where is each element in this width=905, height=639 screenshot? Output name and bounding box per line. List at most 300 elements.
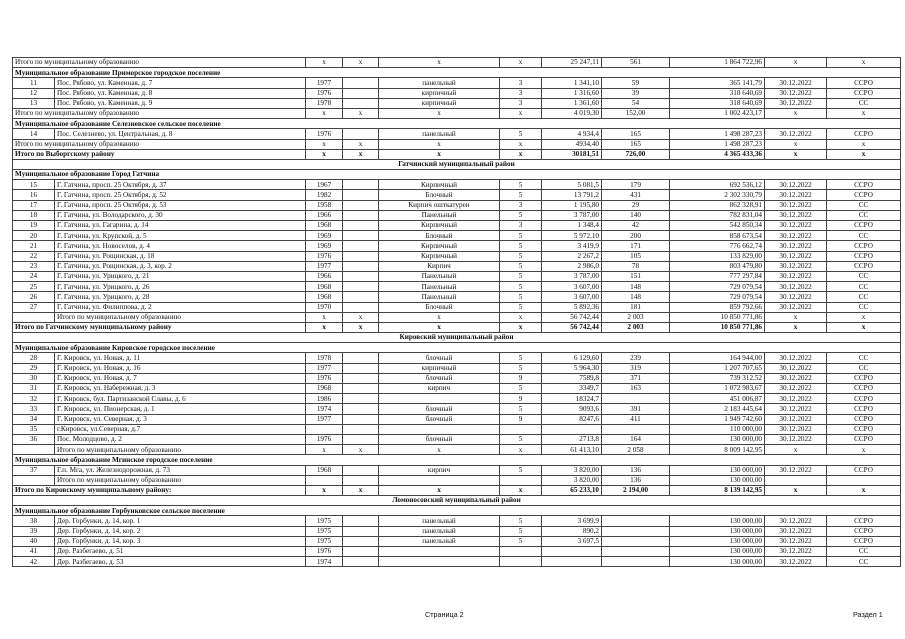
table-cell: 739 312,52 <box>670 373 765 383</box>
table-cell <box>343 384 379 394</box>
table-cell: 1968 <box>306 465 343 475</box>
table-cell: 3 699,9 <box>542 516 602 526</box>
table-cell: Г. Гатчина, ул. Урицкого, д. 21 <box>55 271 306 281</box>
table-cell: 30.12.2022 <box>765 536 827 546</box>
table-cell: 5 <box>500 384 542 394</box>
table-cell: 30.12.2022 <box>765 414 827 424</box>
table-cell: Г. Гатчина, просп. 25 Октября, д. 37 <box>55 180 306 190</box>
table-row <box>13 434 901 444</box>
table-cell <box>379 424 500 434</box>
table-cell: x <box>379 312 500 322</box>
table-cell: x <box>379 485 500 495</box>
table-cell: 61 413,10 <box>542 445 602 455</box>
table-row <box>13 363 901 373</box>
table-cell <box>602 424 670 434</box>
table-cell: СС <box>827 292 901 302</box>
table-cell: 1968 <box>306 292 343 302</box>
table-row <box>13 129 901 139</box>
table-cell: 30.12.2022 <box>765 526 827 536</box>
table-cell: СС <box>827 557 901 567</box>
table-cell: 9 <box>500 414 542 424</box>
table-row <box>13 414 901 424</box>
table-cell: 5 <box>500 241 542 251</box>
table-cell: 30181,51 <box>542 149 602 159</box>
table-cell: 1977 <box>306 414 343 424</box>
table-cell: 41 <box>13 547 55 557</box>
table-cell <box>343 292 379 302</box>
table-cell: 2 058 <box>602 445 670 455</box>
table-cell: 5 <box>500 516 542 526</box>
table-cell: 30.12.2022 <box>765 200 827 210</box>
table-cell: 1 348,4 <box>542 221 602 231</box>
table-cell: 181 <box>602 302 670 312</box>
table-cell <box>343 200 379 210</box>
table-cell: 130 000,00 <box>670 475 765 485</box>
table-cell <box>500 424 542 434</box>
table-cell: 3 <box>500 221 542 231</box>
table-cell: ССРО <box>827 241 901 251</box>
table-cell: x <box>827 485 901 495</box>
table-cell: 1978 <box>306 353 343 363</box>
table-cell <box>343 404 379 414</box>
table-cell <box>343 526 379 536</box>
table-cell: 130 000,00 <box>670 434 765 444</box>
table-cell <box>343 557 379 567</box>
table-cell: Дер. Горбунки, д. 14, кор. 3 <box>55 536 306 546</box>
table-cell: 3349,7 <box>542 384 602 394</box>
table-cell: 2 986,0 <box>542 261 602 271</box>
table-cell: 5 972,10 <box>542 231 602 241</box>
table-cell <box>500 557 542 567</box>
table-cell: панельный <box>379 78 500 88</box>
table-cell: панельный <box>379 129 500 139</box>
total-label: Итого по муниципальному образованию <box>13 139 306 149</box>
table-cell: 22 <box>13 251 55 261</box>
table-cell: 1975 <box>306 536 343 546</box>
section-title: Муниципальное образование Селезневское сельское поселение <box>13 119 901 129</box>
table-cell: Г. Кировск, бул. Партизанской Славы, д. 6 <box>55 394 306 404</box>
table-cell: x <box>500 139 542 149</box>
table-cell: 319 <box>602 363 670 373</box>
table-cell: 5 <box>500 251 542 261</box>
table-cell: кирпичный <box>379 98 500 108</box>
table-cell: 10 850 771,86 <box>670 322 765 332</box>
table-cell: СС <box>827 231 901 241</box>
table-cell: ССРО <box>827 404 901 414</box>
table-cell: x <box>765 139 827 149</box>
table-cell: x <box>306 322 343 332</box>
table-cell: x <box>343 58 379 68</box>
table-cell <box>306 424 343 434</box>
table-cell: Панельный <box>379 292 500 302</box>
table-cell <box>343 98 379 108</box>
table-cell: Кирпичный <box>379 180 500 190</box>
table-cell: Дер. Разбегаево, д. 51 <box>55 547 306 557</box>
table-cell: СС <box>827 353 901 363</box>
table-cell: 29 <box>13 363 55 373</box>
district-total-row <box>13 485 901 495</box>
table-cell <box>765 475 827 485</box>
table-cell: 30.12.2022 <box>765 394 827 404</box>
table-cell: x <box>306 445 343 455</box>
table-cell: Пос. Рябово, ул. Каменная, д. 8 <box>55 88 306 98</box>
table-cell: 3 607,00 <box>542 292 602 302</box>
table-cell: Итого по муниципальному образованию <box>55 445 306 455</box>
table-cell <box>343 475 379 485</box>
table-cell: 1968 <box>306 384 343 394</box>
table-cell: x <box>827 445 901 455</box>
table-cell: 110 000,00 <box>670 424 765 434</box>
table-cell: 561 <box>602 58 670 68</box>
table-cell <box>343 88 379 98</box>
table-cell: 14 <box>13 129 55 139</box>
table-cell: 15 <box>13 180 55 190</box>
table-cell: 1 072 983,67 <box>670 384 765 394</box>
table-cell: x <box>765 485 827 495</box>
table-cell: СС <box>827 363 901 373</box>
table-cell: 130 000,00 <box>670 465 765 475</box>
table-row <box>13 404 901 414</box>
table-cell: кирпич <box>379 384 500 394</box>
register-body <box>13 58 901 567</box>
table-cell: 3 697,5 <box>542 536 602 546</box>
table-row <box>13 384 901 394</box>
table-cell: ССРО <box>827 384 901 394</box>
table-cell: Г. Кировск, ул. Пионерская, д. 1 <box>55 404 306 414</box>
table-row <box>13 394 901 404</box>
table-cell: 3 820,00 <box>542 475 602 485</box>
table-cell: Блочный <box>379 231 500 241</box>
municipal-total-row <box>13 139 901 149</box>
table-cell: 318 640,69 <box>670 88 765 98</box>
table-cell: Кирпич <box>379 261 500 271</box>
table-cell: 1 195,80 <box>542 200 602 210</box>
table-cell: 3 <box>500 88 542 98</box>
table-cell: 1 316,60 <box>542 88 602 98</box>
table-row <box>13 292 901 302</box>
table-cell: 56 742,44 <box>542 322 602 332</box>
table-cell: 5 892,36 <box>542 302 602 312</box>
table-cell: блочный <box>379 404 500 414</box>
table-cell: 30.12.2022 <box>765 547 827 557</box>
table-cell: 542 850,34 <box>670 221 765 231</box>
table-cell <box>343 424 379 434</box>
table-cell: 890,2 <box>542 526 602 536</box>
table-cell: 1976 <box>306 129 343 139</box>
total-label: Итого по Кировскому муниципальному району: <box>13 485 306 495</box>
table-cell: Г. Гатчина, просп. 25 Октября, д. 53 <box>55 200 306 210</box>
municipal-total-row <box>13 58 901 68</box>
table-cell: 30.12.2022 <box>765 221 827 231</box>
table-cell: Г. Гатчина, ул. Крупской, д. 5 <box>55 231 306 241</box>
table-cell: 1969 <box>306 241 343 251</box>
table-cell: 171 <box>602 241 670 251</box>
table-cell: 3 <box>500 78 542 88</box>
table-cell: 2 003 <box>602 312 670 322</box>
table-cell: x <box>379 139 500 149</box>
table-cell: 32 <box>13 394 55 404</box>
table-cell: 30 <box>13 373 55 383</box>
table-row <box>13 251 901 261</box>
table-cell <box>343 536 379 546</box>
table-cell: 30.12.2022 <box>765 129 827 139</box>
table-cell: 6 129,60 <box>542 353 602 363</box>
table-cell: 1968 <box>306 221 343 231</box>
table-row <box>13 526 901 536</box>
table-cell: 2 183 445,64 <box>670 404 765 414</box>
table-cell: x <box>827 312 901 322</box>
table-cell: x <box>827 139 901 149</box>
total-label: Итого по муниципальному образованию <box>13 58 306 68</box>
section-header-row <box>13 119 901 129</box>
table-cell: СС <box>827 302 901 312</box>
table-cell <box>379 547 500 557</box>
table-cell: 5 <box>500 465 542 475</box>
table-cell: x <box>500 108 542 118</box>
table-cell: 4 365 433,36 <box>670 149 765 159</box>
table-cell: СС <box>827 547 901 557</box>
table-cell: 3 <box>500 200 542 210</box>
table-cell <box>343 373 379 383</box>
table-cell <box>343 271 379 281</box>
table-cell: Панельный <box>379 271 500 281</box>
table-cell: 42 <box>602 221 670 231</box>
table-cell: ССРО <box>827 180 901 190</box>
table-cell: Итого по муниципальному образованию <box>55 312 306 322</box>
table-cell: ССРО <box>827 88 901 98</box>
table-cell: 40 <box>13 536 55 546</box>
table-row <box>13 557 901 567</box>
table-cell <box>343 210 379 220</box>
table-cell: Г. Кировск, ул. Новая, д. 16 <box>55 363 306 373</box>
table-cell <box>379 475 500 485</box>
table-cell: x <box>827 108 901 118</box>
table-cell: 1977 <box>306 261 343 271</box>
table-cell: Кирпичный <box>379 251 500 261</box>
table-cell: СС <box>827 200 901 210</box>
table-cell: 39 <box>602 88 670 98</box>
table-cell: 1975 <box>306 516 343 526</box>
table-cell: ССРО <box>827 536 901 546</box>
table-cell: ССРО <box>827 261 901 271</box>
table-cell <box>343 129 379 139</box>
table-cell: 25 <box>13 282 55 292</box>
table-cell: 130 000,00 <box>670 536 765 546</box>
table-cell: ССРО <box>827 78 901 88</box>
table-cell: 30.12.2022 <box>765 384 827 394</box>
table-cell: 30.12.2022 <box>765 363 827 373</box>
table-cell: 1 361,60 <box>542 98 602 108</box>
table-row <box>13 210 901 220</box>
table-cell: Итого по муниципальному образованию <box>55 475 306 485</box>
table-cell <box>306 475 343 485</box>
table-cell: 1976 <box>306 251 343 261</box>
table-cell: 39 <box>13 526 55 536</box>
table-cell: 42 <box>13 557 55 567</box>
table-cell: СС <box>827 98 901 108</box>
table-cell: кирпичный <box>379 363 500 373</box>
table-cell: x <box>379 445 500 455</box>
municipal-total-row <box>13 108 901 118</box>
table-row <box>13 302 901 312</box>
district-header-row <box>13 333 901 343</box>
table-cell: 28 <box>13 353 55 363</box>
table-cell: 859 792,66 <box>670 302 765 312</box>
table-cell: 5 081,5 <box>542 180 602 190</box>
table-cell <box>343 251 379 261</box>
table-cell: 30.12.2022 <box>765 516 827 526</box>
table-cell: кирпич <box>379 465 500 475</box>
table-cell <box>343 363 379 373</box>
section-title: Муниципальное образование Горбунковское сельское поселение <box>13 506 901 516</box>
table-cell: 777 297,84 <box>670 271 765 281</box>
table-cell: Панельный <box>379 210 500 220</box>
table-cell: блочный <box>379 373 500 383</box>
table-cell: ССРО <box>827 251 901 261</box>
table-cell: 1978 <box>306 98 343 108</box>
table-cell: 1 207 707,65 <box>670 363 765 373</box>
table-cell: x <box>379 149 500 159</box>
table-cell: ССРО <box>827 465 901 475</box>
section-header-row <box>13 343 901 353</box>
table-cell: Г. Гатчина, ул. Урицкого, д. 26 <box>55 282 306 292</box>
table-cell: Г. Кировск, ул. Северная, д. 3 <box>55 414 306 424</box>
table-cell: x <box>343 485 379 495</box>
table-row <box>13 78 901 88</box>
table-cell: 8 009 142,95 <box>670 445 765 455</box>
section-label: Раздел 1 <box>853 610 883 619</box>
table-cell: 2 194,00 <box>602 485 670 495</box>
table-cell: Г. Гатчина, ул. Рощинская, д. 3, кор. 2 <box>55 261 306 271</box>
total-label: Итого по муниципальному образованию <box>13 108 306 118</box>
table-cell: 30.12.2022 <box>765 557 827 567</box>
table-row <box>13 424 901 434</box>
table-cell: 65 233,10 <box>542 485 602 495</box>
table-cell: 30.12.2022 <box>765 180 827 190</box>
table-cell <box>379 394 500 404</box>
table-cell: Г.п. Мга, ул. Железнодорожная, д. 73 <box>55 465 306 475</box>
table-cell: 5 <box>500 210 542 220</box>
table-cell: 18 <box>13 210 55 220</box>
table-cell: x <box>765 445 827 455</box>
table-cell: 726,00 <box>602 149 670 159</box>
table-cell: 20 <box>13 231 55 241</box>
table-cell: Панельный <box>379 282 500 292</box>
table-cell: 17 <box>13 200 55 210</box>
table-cell: 30.12.2022 <box>765 465 827 475</box>
table-cell <box>500 475 542 485</box>
table-cell <box>343 221 379 231</box>
table-cell: СС <box>827 282 901 292</box>
table-cell: 239 <box>602 353 670 363</box>
register-table <box>12 57 901 567</box>
table-cell <box>602 516 670 526</box>
table-cell: x <box>306 149 343 159</box>
table-row <box>13 547 901 557</box>
table-cell: 858 673,54 <box>670 231 765 241</box>
table-cell: 30.12.2022 <box>765 424 827 434</box>
table-cell: 371 <box>602 373 670 383</box>
table-cell: 5 <box>500 404 542 414</box>
table-cell: 1974 <box>306 557 343 567</box>
table-cell <box>343 241 379 251</box>
table-cell: 38 <box>13 516 55 526</box>
table-cell: x <box>500 322 542 332</box>
table-cell: 4 934,4 <box>542 129 602 139</box>
table-cell: ССРО <box>827 373 901 383</box>
table-cell: 16 <box>13 190 55 200</box>
table-cell: x <box>500 312 542 322</box>
table-cell: 30.12.2022 <box>765 210 827 220</box>
table-cell: x <box>343 149 379 159</box>
table-cell <box>500 547 542 557</box>
table-cell: 200 <box>602 231 670 241</box>
table-cell: 5 <box>500 231 542 241</box>
table-cell: x <box>306 139 343 149</box>
table-cell: 24 <box>13 271 55 281</box>
table-cell: 729 079,54 <box>670 282 765 292</box>
table-cell: 3 607,00 <box>542 282 602 292</box>
table-cell: 7589,8 <box>542 373 602 383</box>
table-cell: x <box>306 108 343 118</box>
table-cell: СС <box>827 210 901 220</box>
table-cell: 3 787,00 <box>542 210 602 220</box>
table-cell: x <box>765 58 827 68</box>
district-total-row <box>13 149 901 159</box>
table-cell: 5 <box>500 282 542 292</box>
table-row <box>13 353 901 363</box>
table-cell: Пос. Рябово, ул. Каменная, д. 9 <box>55 98 306 108</box>
table-row <box>13 241 901 251</box>
table-cell: 10 850 771,86 <box>670 312 765 322</box>
district-header-row <box>13 496 901 506</box>
table-cell: 1974 <box>306 404 343 414</box>
municipal-subtotal-row <box>13 312 901 322</box>
section-title: Муниципальное образование Кировское городское поселение <box>13 343 901 353</box>
table-cell: Г. Кировск, ул. Набережная, д. 3 <box>55 384 306 394</box>
table-cell: 18324,7 <box>542 394 602 404</box>
table-cell: 165 <box>602 139 670 149</box>
table-cell: 9 <box>500 394 542 404</box>
table-cell: г.Кировск, ул.Северная, д.7 <box>55 424 306 434</box>
table-cell <box>343 516 379 526</box>
table-cell: ССРО <box>827 221 901 231</box>
table-cell: x <box>379 58 500 68</box>
table-cell: 30.12.2022 <box>765 373 827 383</box>
table-cell: панельный <box>379 516 500 526</box>
municipal-subtotal-row <box>13 475 901 485</box>
table-cell: 1970 <box>306 302 343 312</box>
table-cell: 4934,40 <box>542 139 602 149</box>
table-cell: 365 141,79 <box>670 78 765 88</box>
table-cell <box>13 475 55 485</box>
table-cell: 13 <box>13 98 55 108</box>
table-cell <box>343 261 379 271</box>
table-cell: 1 002 423,17 <box>670 108 765 118</box>
table-cell: 5 <box>500 302 542 312</box>
table-cell <box>542 547 602 557</box>
table-cell <box>343 353 379 363</box>
table-cell: 3 820,00 <box>542 465 602 475</box>
table-cell: Г. Гатчина, ул. Володарского, д. 30 <box>55 210 306 220</box>
table-cell: 1975 <box>306 526 343 536</box>
table-cell: 12 <box>13 88 55 98</box>
table-cell: 30.12.2022 <box>765 88 827 98</box>
table-cell: 151 <box>602 271 670 281</box>
table-cell <box>602 394 670 404</box>
table-cell: ССРО <box>827 414 901 424</box>
table-row <box>13 221 901 231</box>
